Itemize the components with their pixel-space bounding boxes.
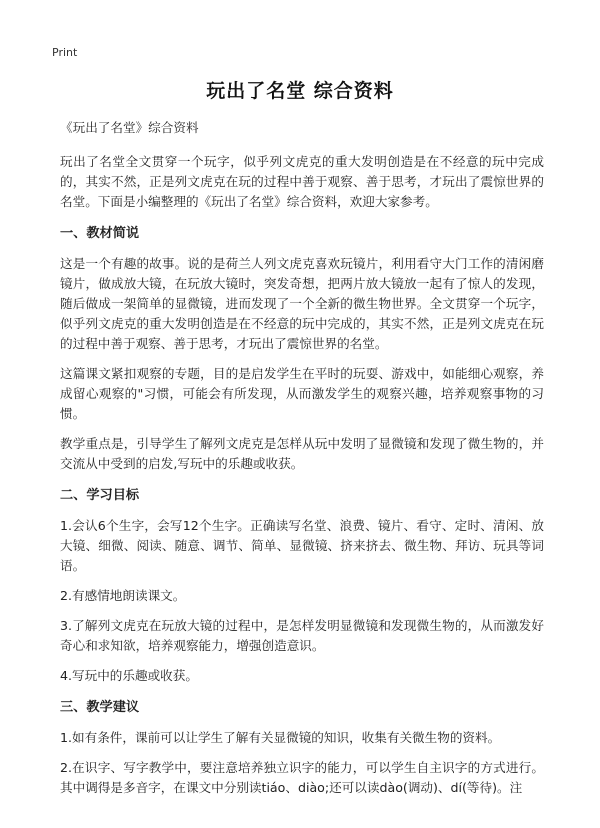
section-heading: 一、教材简说 bbox=[60, 226, 140, 241]
paragraph: 3.了解列文虎克在玩放大镜的过程中，是怎样发明显微镜和发现微生物的，从而激发好奇心和求知欲，培养观察能力，增强创造意识。 bbox=[60, 618, 544, 653]
paragraph: 教学重点是，引导学生了解列文虎克是怎样从玩中发明了显微镜和发现了微生物的，并交流从中受到的启发,写玩中的乐趣或收获。 bbox=[60, 436, 544, 471]
section-heading: 三、教学建议 bbox=[60, 700, 140, 715]
document-body bbox=[60, 118, 544, 808]
page-title: 玩出了名堂 综合资料 bbox=[206, 80, 394, 102]
paragraph: 4.写玩中的乐趣或收获。 bbox=[60, 668, 198, 683]
intro-paragraph: 玩出了名堂全文贯穿一个玩字，似乎列文虎克的重大发明创造是在不经意的玩中完成的，其实不然，正是列文虎克在玩的过程中善于观察、善于思考，才玩出了震惊世界的名堂。下面是小编整理的《玩出了名堂》综合资料，欢迎大家参考。 bbox=[60, 154, 544, 209]
paragraph: 2.在识字、写字教学中，要注意培养独立识字的能力，可以学生自主识字的方式进行。其中调得是多音字，在课文中分别读tiáo、diào;还可以读dào(调动)、dí(等待)。注 bbox=[60, 760, 544, 795]
paragraph: 这是一个有趣的故事。说的是荷兰人列文虎克喜欢玩镜片，利用看守大门工作的清闲磨镜片，做成放大镜，在玩放大镜时，突发奇想，把两片放大镜放一起有了惊人的发现，随后做成一架简单的显微镜，进而发现了一个全新的微生物世界。全文贯穿一个玩字，似乎列文虎克的重大发明创造是在不经意的玩中完成的，其实不然，正是列文虎克在玩的过程中善于观察、善于思考，才玩出了震惊世界的名堂。 bbox=[60, 256, 544, 351]
print-link[interactable]: Print bbox=[52, 46, 78, 59]
paragraph: 这篇课文紧扣观察的专题，目的是启发学生在平时的玩耍、游戏中，如能细心观察，养成留心观察的"习惯，可能会有所发现，从而激发学生的观察兴趣，培养观察事物的习惯。 bbox=[60, 366, 544, 421]
section-heading: 二、学习目标 bbox=[60, 488, 140, 503]
paragraph: 1.如有条件，课前可以让学生了解有关显微镜的知识，收集有关微生物的资料。 bbox=[60, 730, 501, 745]
paragraph: 1.会认6个生字，会写12个生字。正确读写名堂、浪费、镜片、看守、定时、清闲、放大镜、细微、阅读、随意、调节、简单、显微镜、挤来挤去、微生物、拜访、玩具等词语。 bbox=[60, 518, 544, 573]
doc-subtitle: 《玩出了名堂》综合资料 bbox=[60, 120, 199, 135]
paragraph: 2.有感情地朗读课文。 bbox=[60, 588, 186, 603]
